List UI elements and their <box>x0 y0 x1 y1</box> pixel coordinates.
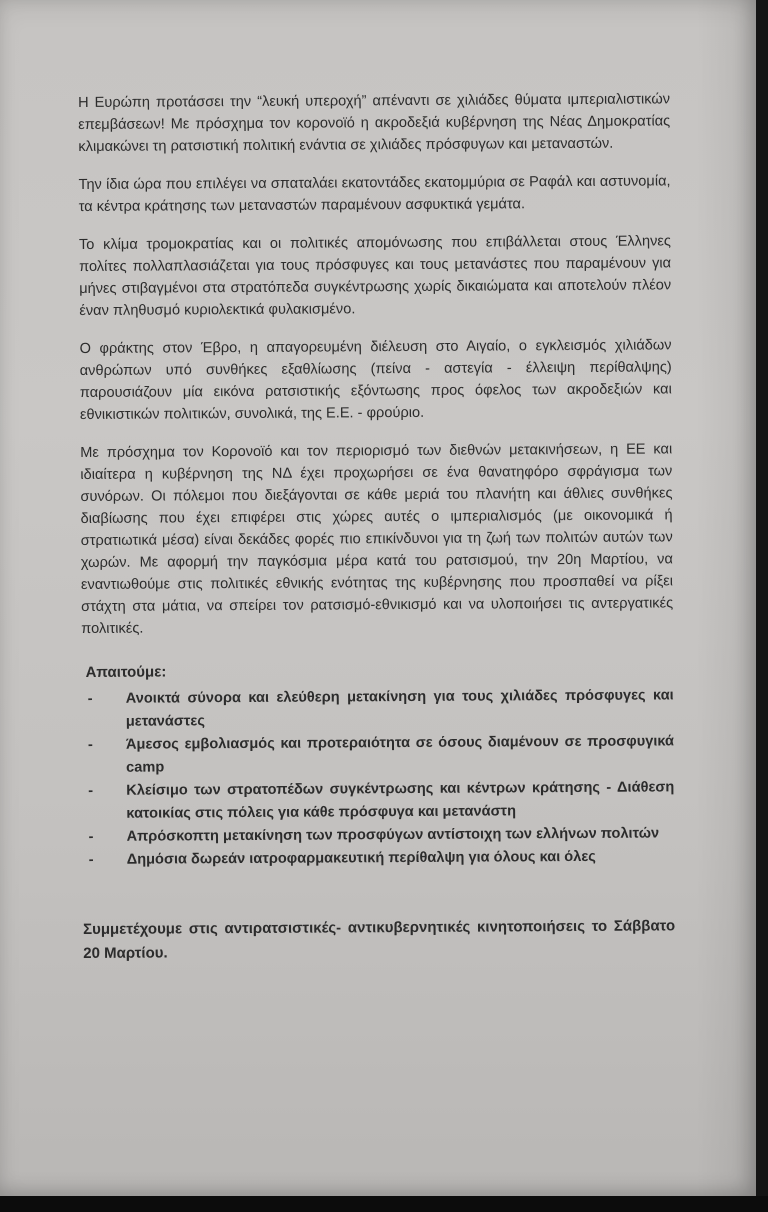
demand-item <box>88 730 674 780</box>
paragraph-1: Η Ευρώπη προτάσσει την “λευκή υπεροχή” απέναντι σε χιλιάδες θύματα ιμπεριαλιστικών επεμβάσεων! Με πρόσχημα τον κορονοϊό η ακροδεξιά κυβέρνηση της Νέας Δημοκρατίας κλιμακώνει τη ρατσιστική πολιτική ενάντια σε χιλιάδες πρόσφυγων και μεταναστών. <box>78 91 671 155</box>
demands-heading: Απαιτούμε: <box>85 663 167 681</box>
demands-list <box>88 684 675 872</box>
demand-text: Ανοικτά σύνορα και ελεύθερη μετακίνηση για τους χιλιάδες πρόσφυγες και μετανάστες <box>125 687 674 730</box>
bullet-dash: - <box>87 690 93 707</box>
table-surface <box>0 1196 768 1212</box>
bullet-dash: - <box>88 782 94 799</box>
closing-call: Συμμετέχουμε στις αντιρατσιστικές- αντικυβερνητικές κινητοποιήσεις το Σάββατο 20 Μαρτίου. <box>83 917 676 962</box>
bullet-dash: - <box>88 828 94 845</box>
paragraph-2: Την ίδια ώρα που επιλέγει να σπαταλάει εκατοντάδες εκατομμύρια σε Ραφάλ και αστυνομία, τα κέντρα κράτησης των μεταναστών παραμένουν ασφυκτικά γεμάτα. <box>78 173 671 215</box>
leaflet-text <box>78 88 675 966</box>
demand-item <box>88 776 674 826</box>
demand-text: Απρόσκοπτη μετακίνηση των προσφύγων αντίστοιχη των ελλήνων πολιτών <box>126 825 660 845</box>
paragraph-3: Το κλίμα τρομοκρατίας και οι πολιτικές απομόνωσης που επιβάλλεται στους Έλληνες πολίτες πολλαπλασιάζεται για τους πρόσφυγες και τους μετανάστες που παραμένουν για μήνες στιβαγμένοι στα στρατόπεδα συγκέντρωσης χωρίς δικαιώματα και αποτελούν πλέον έναν πληθυσμό κυριολεκτικά φυλακισμένο. <box>78 233 672 319</box>
demand-text: Άμεσος εμβολιασμός και προτεραιότητα σε όσους διαμένουν σε προσφυγικά camp <box>125 733 675 776</box>
demand-item <box>88 684 674 734</box>
bullet-dash: - <box>88 851 94 868</box>
bullet-dash: - <box>87 736 93 753</box>
demand-item <box>89 845 675 872</box>
demand-text: Κλείσιμο των στρατοπέδων συγκέντρωσης και κέντρων κράτησης - Διάθεση κατοικίας στις πόλεις για κάθε πρόσφυγα και μετανάστη <box>126 779 675 822</box>
paragraph-4: Ο φράκτης στον Έβρο, η απαγορευμένη διέλευση στο Αιγαίο, ο εγκλεισμός χιλιάδων ανθρώπων υπό συνθήκες εξαθλίωσης (πείνα - αστεγία - έλλειψη περίθαλψης) παρουσιάζουν μία εικόνα ρατσιστικής εξόντωσης προς όφελος των ακροδεξιών και εθνικιστικών πολιτικών, συνολικά, της Ε.Ε. - φρούριο. <box>79 337 672 423</box>
paragraph-5: Με πρόσχημα τον Κορονοϊό και τον περιορισμό των διεθνών μετακινήσεων, η ΕΕ και ιδιαίτερα η κυβέρνηση της ΝΔ έχει προχωρήσει σε ένα θανατηφόρο σφράγισμα των συνόρων. Οι πόλεμοι που διεξάγονται σε κάθε μεριά του πλανήτη και άθλιες συνθήκες διαβίωσης που έχει επιφέρει στις χώρες αυτές ο ιμπεριαλισμός (με οικονομικά ή στρατιωτικά μέσα) είναι δεκάδες φορές πιο επικίνδυνοι για τη ζωή των πολιτών αυτών των χωρών. Με αφορμή την παγκόσμια μέρα κατά του ρατσισμού, την 20η Μαρτίου, να εναντιωθούμε στις πολιτικές εθνικής ενότητας της κυβέρνησης που προσπαθεί να ρίξει στάχτη στα μάτια, να σπείρει τον ρατσισμό-εθνικισμό και να υλοποιήσει τις αντεργατικές πολιτικές. <box>80 441 674 637</box>
demand-text: Δημόσια δωρεάν ιατροφαρμακευτική περίθαλψη για όλους και όλες <box>126 848 596 868</box>
paper-shadow <box>696 0 756 1196</box>
